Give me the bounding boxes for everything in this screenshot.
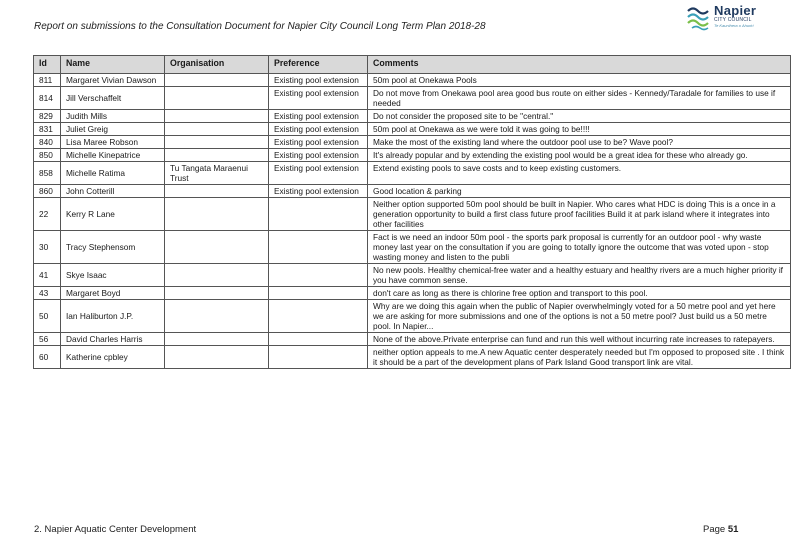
cell-id: 60: [34, 346, 61, 369]
cell-name: John Cotterill: [61, 185, 165, 198]
cell-name: Skye Isaac: [61, 264, 165, 287]
table-row: [34, 231, 791, 264]
footer-section-title: 2. Napier Aquatic Center Development: [34, 524, 197, 535]
table-row: [34, 346, 791, 369]
cell-id: 829: [34, 110, 61, 123]
cell-organisation: [165, 87, 269, 110]
cell-organisation: [165, 123, 269, 136]
cell-organisation: [165, 185, 269, 198]
cell-comments: Neither option supported 50m pool should be built in Napier. Who cares what HDC is doing This is a once in a generation opportunity to build a first class future proof facilities Build it at park island where it integrates into other facilities: [368, 198, 791, 231]
cell-preference: [269, 333, 368, 346]
cell-id: 30: [34, 231, 61, 264]
cell-comments: neither option appeals to me.A new Aquatic center desperately needed but I'm opposed to proposed site . I think it should be a part of the development plans of Park Island Good transport link are vital.: [368, 346, 791, 369]
cell-preference: [269, 300, 368, 333]
cell-organisation: [165, 300, 269, 333]
table-row: [34, 136, 791, 149]
cell-name: Margaret Vivian Dawson: [61, 74, 165, 87]
cell-preference: Existing pool extension: [269, 185, 368, 198]
cell-preference: Existing pool extension: [269, 123, 368, 136]
cell-organisation: [165, 110, 269, 123]
table-header-row: [34, 56, 791, 74]
cell-preference: [269, 264, 368, 287]
cell-id: 831: [34, 123, 61, 136]
cell-id: 22: [34, 198, 61, 231]
wave-logo-icon: [686, 2, 712, 32]
cell-id: 850: [34, 149, 61, 162]
cell-organisation: [165, 333, 269, 346]
cell-comments: don't care as long as there is chlorine free option and transport to this pool.: [368, 287, 791, 300]
logo-subtitle: CITY COUNCIL: [714, 17, 752, 23]
column-header-comments: Comments: [368, 56, 791, 74]
cell-name: Jill Verschaffelt: [61, 87, 165, 110]
cell-comments: It's already popular and by extending the existing pool would be a great idea for these who already go.: [368, 149, 791, 162]
cell-comments: Make the most of the existing land where the outdoor pool use to be? Wave pool?: [368, 136, 791, 149]
cell-preference: Existing pool extension: [269, 149, 368, 162]
cell-comments: Fact is we need an indoor 50m pool - the sports park proposal is currently for an outdoor pool - why waste money last year on the consultation if you are going to totally ignore the outcome that was voted upon - stop wasting money and listen to the publi: [368, 231, 791, 264]
cell-organisation: [165, 149, 269, 162]
cell-preference: [269, 198, 368, 231]
table-row: [34, 264, 791, 287]
cell-comments: 50m pool at Onekawa as we were told it was going to be!!!!: [368, 123, 791, 136]
cell-organisation: [165, 74, 269, 87]
column-header-id: Id: [34, 56, 61, 74]
cell-comments: Do not move from Onekawa pool area good bus route on either sides - Kennedy/Taradale for families to use if needed: [368, 87, 791, 110]
cell-comments: Extend existing pools to save costs and to keep existing customers.: [368, 162, 791, 185]
cell-comments: Good location & parking: [368, 185, 791, 198]
table-row: [34, 149, 791, 162]
cell-name: Judith Mills: [61, 110, 165, 123]
cell-id: 50: [34, 300, 61, 333]
column-header-organisation: Organisation: [165, 56, 269, 74]
table-row: [34, 74, 791, 87]
cell-id: 56: [34, 333, 61, 346]
cell-preference: [269, 231, 368, 264]
cell-name: Lisa Maree Robson: [61, 136, 165, 149]
cell-preference: [269, 346, 368, 369]
page-header-title: Report on submissions to the Consultation Document for Napier City Council Long Term Plan 2018-28: [34, 21, 486, 32]
cell-organisation: [165, 136, 269, 149]
cell-organisation: [165, 198, 269, 231]
napier-city-council-logo: [686, 2, 786, 36]
cell-comments: Why are we doing this again when the public of Napier overwhelmingly voted for a 50 metre pool and yet here we are asking for more submissions and one of the options is not a 50 metre pool? Just build us a 50 metre pool. In Napier...: [368, 300, 791, 333]
cell-comments: No new pools. Healthy chemical-free water and a healthy estuary and healthy rivers are a much higher priority if you have common sense.: [368, 264, 791, 287]
cell-comments: Do not consider the proposed site to be "central.": [368, 110, 791, 123]
footer-page-number: [703, 524, 738, 535]
cell-name: Tracy Stephensom: [61, 231, 165, 264]
cell-id: 43: [34, 287, 61, 300]
cell-preference: Existing pool extension: [269, 110, 368, 123]
column-header-name: Name: [61, 56, 165, 74]
cell-id: 41: [34, 264, 61, 287]
cell-id: 858: [34, 162, 61, 185]
cell-organisation: [165, 287, 269, 300]
cell-preference: Existing pool extension: [269, 74, 368, 87]
logo-maori-name: Te Kaunihera o Ahuriri: [714, 23, 754, 28]
cell-preference: [269, 287, 368, 300]
table-row: [34, 87, 791, 110]
column-header-preference: Preference: [269, 56, 368, 74]
cell-organisation: [165, 231, 269, 264]
table-row: [34, 198, 791, 231]
table-row: [34, 162, 791, 185]
table-row: [34, 123, 791, 136]
cell-id: 840: [34, 136, 61, 149]
cell-comments: None of the above.Private enterprise can fund and run this well without incurring rate increases to ratepayers.: [368, 333, 791, 346]
cell-name: Michelle Ratima: [61, 162, 165, 185]
cell-name: Margaret Boyd: [61, 287, 165, 300]
cell-id: 860: [34, 185, 61, 198]
table-row: [34, 287, 791, 300]
cell-comments: 50m pool at Onekawa Pools: [368, 74, 791, 87]
cell-name: Ian Haliburton J.P.: [61, 300, 165, 333]
cell-organisation: [165, 346, 269, 369]
cell-preference: Existing pool extension: [269, 162, 368, 185]
submissions-table: [33, 55, 791, 369]
cell-name: Katherine cpbley: [61, 346, 165, 369]
table-row: [34, 300, 791, 333]
table-row: [34, 185, 791, 198]
cell-organisation: [165, 264, 269, 287]
cell-name: Kerry R Lane: [61, 198, 165, 231]
page-number: 51: [727, 524, 739, 535]
cell-id: 811: [34, 74, 61, 87]
cell-organisation: Tu Tangata Maraenui Trust: [165, 162, 269, 185]
cell-name: Juliet Greig: [61, 123, 165, 136]
cell-name: Michelle Kinepatrice: [61, 149, 165, 162]
cell-preference: Existing pool extension: [269, 87, 368, 110]
cell-name: David Charles Harris: [61, 333, 165, 346]
table-row: [34, 110, 791, 123]
cell-id: 814: [34, 87, 61, 110]
cell-preference: Existing pool extension: [269, 136, 368, 149]
page-label: Page: [703, 524, 726, 535]
table-row: [34, 333, 791, 346]
logo-name: Napier: [714, 3, 757, 18]
